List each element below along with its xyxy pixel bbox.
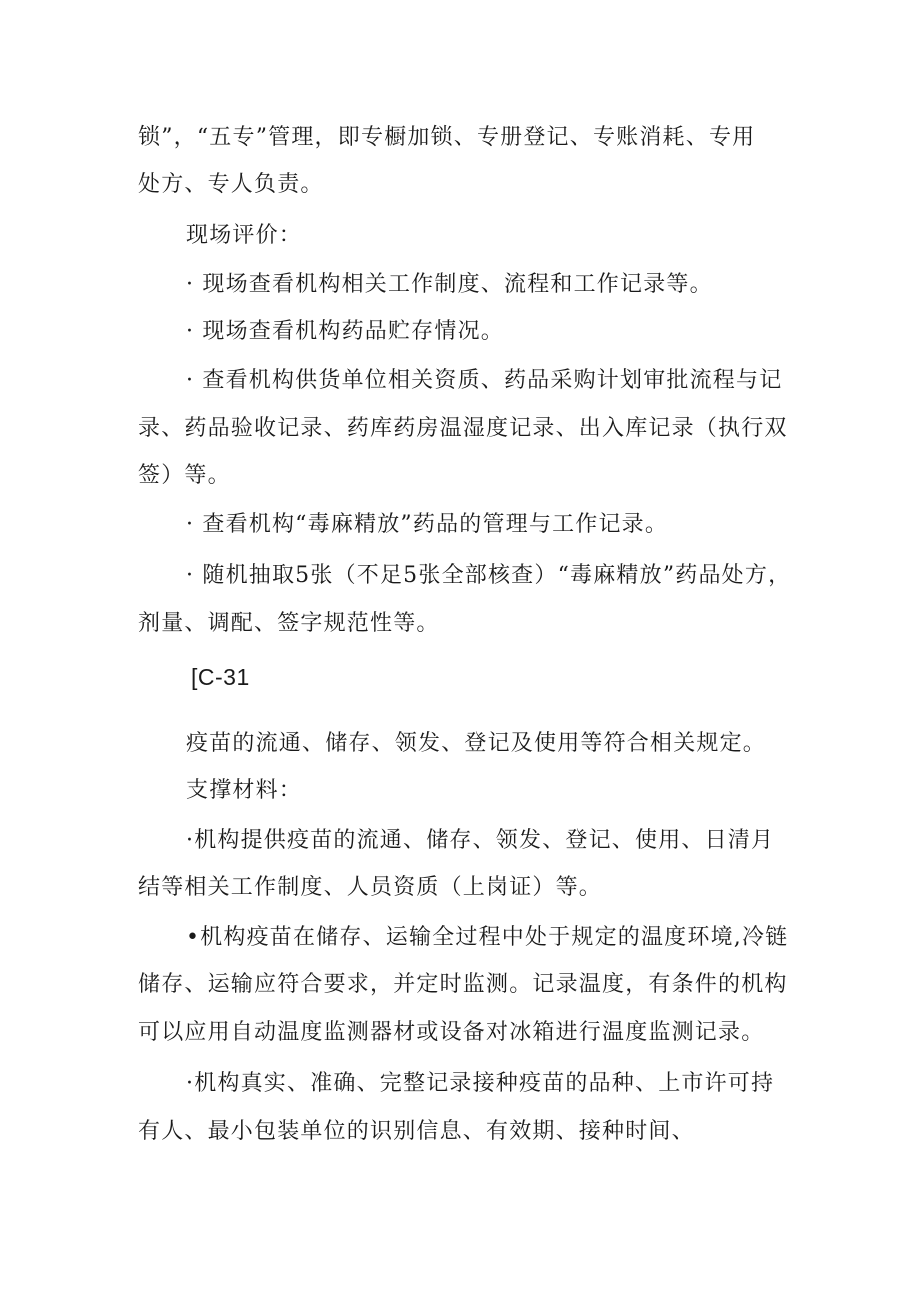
material-item: ·机构真实、准确、完整记录接种疫苗的品种、上市许可持 bbox=[186, 1071, 775, 1096]
evaluation-item: · 查看机构“毒麻精放”药品的管理与工作记录。 bbox=[186, 512, 669, 537]
section-heading-onsite-evaluation: 现场评价： bbox=[186, 223, 303, 248]
paragraph-line: 剂量、调配、签字规范性等。 bbox=[138, 611, 440, 636]
paragraph-line: 结等相关工作制度、人员资质（上岗证）等。 bbox=[138, 875, 603, 900]
evaluation-item: · 现场查看机构药品贮存情况。 bbox=[186, 319, 504, 344]
material-item: ·机构提供疫苗的流通、储存、领发、登记、使用、日清月 bbox=[186, 828, 775, 853]
paragraph-line: 处方、专人负责。 bbox=[138, 172, 324, 197]
section-requirement: 疫苗的流通、储存、领发、登记及使用等符合相关规定。 bbox=[186, 731, 767, 756]
section-code: [C-31 bbox=[191, 664, 250, 690]
paragraph-line: 有人、最小包装单位的识别信息、有效期、接种时间、 bbox=[138, 1119, 695, 1144]
section-heading-supporting-materials: 支撑材料： bbox=[186, 778, 303, 803]
paragraph-line: 录、药品验收记录、药库药房温湿度记录、出入库记录（执行双 bbox=[138, 416, 788, 441]
paragraph-line: 签）等。 bbox=[138, 463, 231, 488]
paragraph-line: 可以应用自动温度监测器材或设备对冰箱进行温度监测记录。 bbox=[138, 1020, 765, 1045]
material-item: •机构疫苗在储存、运输全过程中处于规定的温度环境,冷链 bbox=[186, 925, 789, 950]
evaluation-item: · 查看机构供货单位相关资质、药品采购计划审批流程与记 bbox=[186, 368, 783, 393]
evaluation-item: · 现场查看机构相关工作制度、流程和工作记录等。 bbox=[186, 272, 713, 297]
paragraph-line: 锁”，“五专”管理，即专橱加锁、专册登记、专账消耗、专用 bbox=[138, 125, 756, 150]
paragraph-line: 储存、运输应符合要求，并定时监测。记录温度，有条件的机构 bbox=[138, 972, 788, 997]
evaluation-item: · 随机抽取5张（不足5张全部核查）“毒麻精放”药品处方， bbox=[186, 563, 792, 588]
